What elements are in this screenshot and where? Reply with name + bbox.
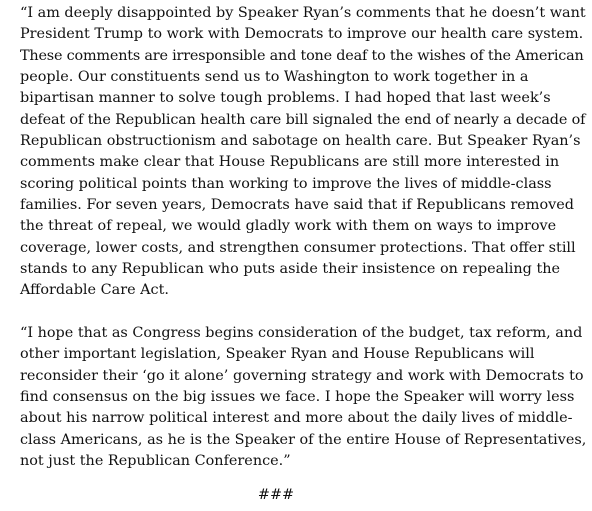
- text-line: families. For seven years, Democrats have said that if Republicans removed: [20, 197, 574, 214]
- text-line: people. Our constituents send us to Washington to work together in a: [20, 69, 529, 86]
- text-line: reconsider their ‘go it alone’ governing strategy and work with Democrats to: [20, 367, 584, 384]
- statement-paragraph-2: [20, 323, 586, 472]
- text-line: the threat of repeal, we would gladly work with them on ways to improve: [20, 218, 557, 235]
- text-line: These comments are irresponsible and tone deaf to the wishes of the American: [20, 47, 584, 64]
- text-line: “I hope that as Congress begins consideration of the budget, tax reform, and: [20, 324, 583, 341]
- text-line: about his narrow political interest and more about the daily lives of middle-: [20, 410, 573, 427]
- text-line: defeat of the Republican health care bill signaled the end of nearly a decade of: [20, 111, 586, 128]
- text-line: bipartisan manner to solve tough problems. I had hoped that last week’s: [20, 90, 551, 107]
- text-line: class Americans, as he is the Speaker of the entire House of Representatives,: [20, 431, 587, 448]
- end-marker: ###: [257, 487, 295, 503]
- text-line: President Trump to work with Democrats to improve our health care system.: [20, 26, 584, 43]
- statement-paragraph-1: [20, 3, 586, 302]
- text-line: Affordable Care Act.: [20, 282, 169, 299]
- text-line: not just the Republican Conference.”: [20, 452, 291, 469]
- text-line: Republican obstructionism and sabotage on health care. But Speaker Ryan’s: [20, 133, 581, 150]
- press-statement: [20, 3, 586, 472]
- text-line: coverage, lower costs, and strengthen consumer protections. That offer still: [20, 239, 576, 256]
- text-line: comments make clear that House Republicans are still more interested in: [20, 154, 560, 171]
- text-line: “I am deeply disappointed by Speaker Ryan’s comments that he doesn’t want: [20, 5, 586, 21]
- text-line: find consensus on the big issues we face. I hope the Speaker will worry less: [20, 388, 575, 405]
- text-line: stands to any Republican who puts aside their insistence on repealing the: [20, 261, 561, 278]
- text-line: other important legislation, Speaker Ryan and House Republicans will: [20, 346, 535, 363]
- text-line: scoring political points than working to improve the lives of middle-class: [20, 175, 552, 192]
